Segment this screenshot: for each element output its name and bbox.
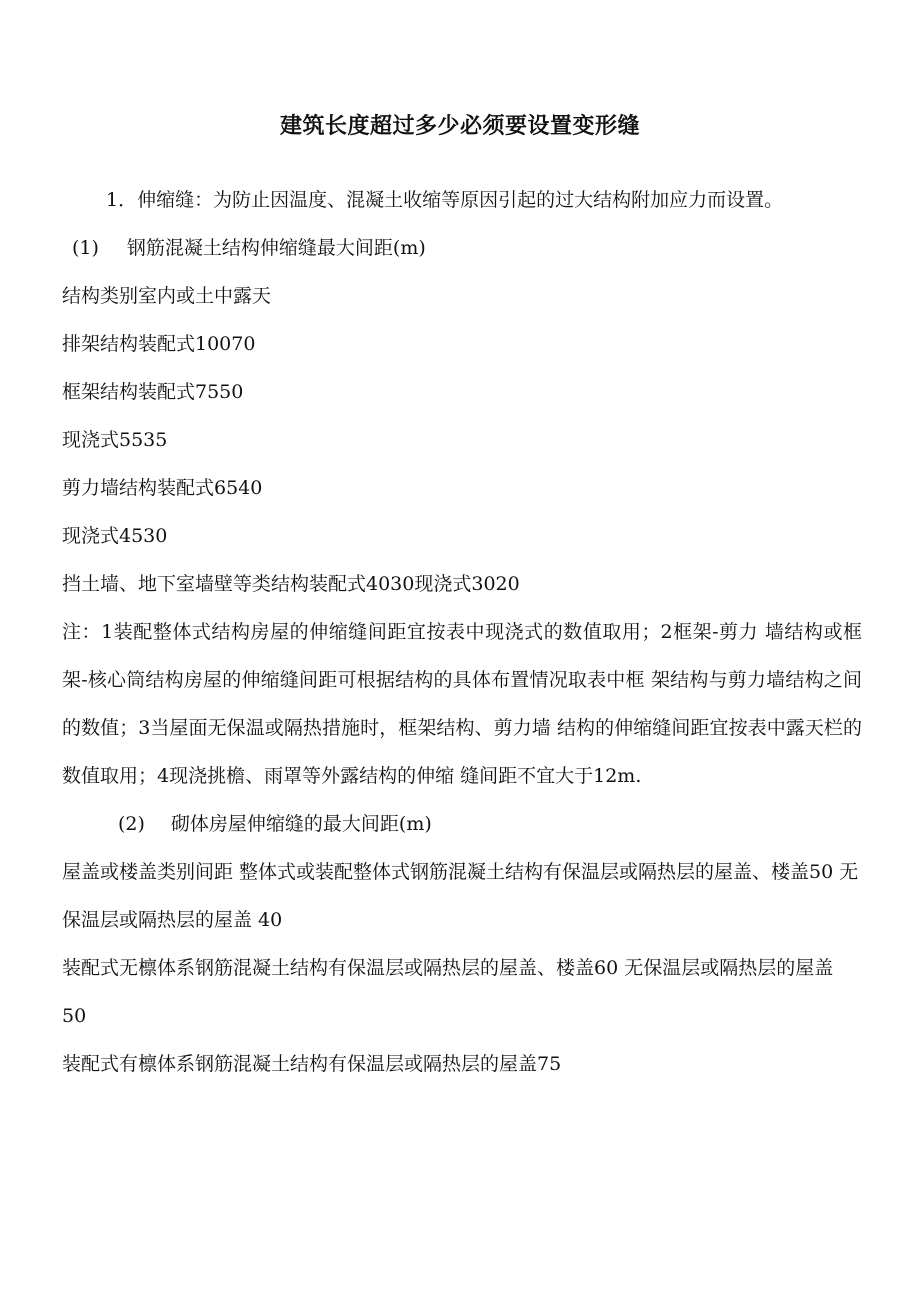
table1-row: 结构类别室内或土中露天	[62, 285, 272, 307]
table1-row: 现浇式4530	[62, 525, 168, 547]
table1-row: 排架结构装配式10070	[62, 333, 256, 355]
table1-note: 注：1装配整体式结构房屋的伸缩缝间距宜按表中现浇式的数值取用；2框架-剪力 墙结构或框架-核心筒结构房屋的伸缩缝间距可根据结构的具体布置情况取表中框 架结构与剪力墙结构之间的数值；3当屋面无保温或隔热措施时，框架结构、剪力墙 结构的伸缩缝间距宜按表中露天栏的数值取用；4现浇挑檐、雨罩等外露结构的伸缩 缝间距不宜大于12m.	[62, 621, 862, 787]
intro-paragraph: 1．伸缩缝：为防止因温度、混凝土收缩等原因引起的过大结构附加应力而设置。	[106, 189, 784, 211]
table2-heading-line	[62, 800, 862, 848]
document-body	[62, 176, 862, 1088]
table1-heading: 钢筋混凝土结构伸缩缝最大间距(m)	[126, 237, 426, 259]
document-title: 建筑长度超过多少必须要设置变形缝	[279, 113, 640, 139]
table1-label: (1)	[72, 237, 99, 259]
table1-row: 剪力墙结构装配式6540	[62, 477, 263, 499]
table1-row: 挡土墙、地下室墙壁等类结构装配式4030现浇式3020	[62, 573, 520, 595]
table2-row: 装配式有檩体系钢筋混凝土结构有保温层或隔热层的屋盖75	[62, 1053, 562, 1075]
table1-heading-line	[62, 224, 862, 272]
table1-row: 框架结构装配式7550	[62, 381, 244, 403]
table1-row: 现浇式5535	[62, 429, 168, 451]
table2-label: (2)	[118, 813, 145, 835]
table2-heading: 砌体房屋伸缩缝的最大间距(m)	[170, 813, 432, 835]
table2-row: 装配式无檩体系钢筋混凝土结构有保温层或隔热层的屋盖、楼盖60 无保温层或隔热层的屋盖 50	[62, 957, 834, 1027]
table2-row: 屋盖或楼盖类别间距 整体式或装配整体式钢筋混凝土结构有保温层或隔热层的屋盖、楼盖50 无保温层或隔热层的屋盖 40	[62, 861, 859, 931]
